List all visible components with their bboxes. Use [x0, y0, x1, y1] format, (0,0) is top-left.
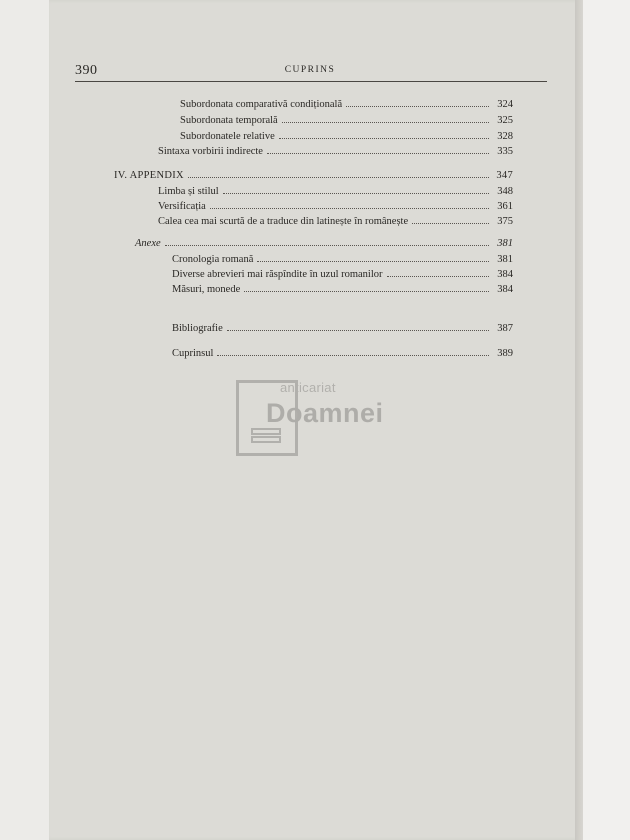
toc-entry-page: 381: [497, 238, 513, 249]
toc-entry-page: 389: [497, 348, 513, 359]
toc-entry-label: Cuprinsul: [172, 348, 214, 359]
toc-entry-page: 384: [497, 284, 513, 295]
leader-dots: [282, 113, 489, 123]
toc-entry-label: Subordonatele relative: [180, 131, 275, 142]
leader-dots: [257, 252, 489, 262]
toc-entry: [180, 129, 513, 144]
page-number: 390: [75, 63, 98, 78]
leader-dots: [227, 321, 489, 331]
book-icon: [250, 426, 282, 446]
toc-entry-label: Măsuri, monede: [172, 284, 241, 295]
toc-entry-page: 384: [497, 269, 513, 280]
toc-entry: [172, 346, 513, 361]
leader-dots: [346, 97, 489, 107]
toc-entry-page: 381: [497, 254, 513, 265]
toc-entry-label: Sintaxa vorbirii indirecte: [158, 146, 263, 157]
toc-entry: [172, 267, 513, 282]
leader-dots: [244, 282, 489, 292]
leader-dots: [387, 267, 489, 277]
running-title: CUPRINS: [284, 65, 336, 75]
watermark-line2: Doamnei: [266, 398, 384, 428]
watermark-logo: [236, 380, 406, 460]
toc-entry-page: 335: [497, 146, 513, 157]
toc-entry-label: Versificația: [158, 201, 206, 212]
leader-dots: [279, 129, 489, 139]
toc-entry: [172, 321, 513, 336]
toc-section-label: IV. APPENDIX: [114, 170, 184, 181]
toc-entry-label: Diverse abrevieri mai răspîndite în uzul romanilor: [172, 269, 383, 280]
toc-entry-label: Calea cea mai scurtă de a traduce din latinește în românește: [158, 216, 409, 227]
toc-entry: [158, 144, 513, 159]
leader-dots: [188, 168, 489, 178]
toc-section: [114, 168, 513, 183]
toc-entry-page: 324: [497, 99, 513, 110]
toc-subsection-label: Anexe: [135, 238, 161, 249]
toc-entry-label: Bibliografie: [172, 323, 223, 334]
toc-entry-label: Cronologia romană: [172, 254, 254, 265]
toc-entry-page: 361: [497, 201, 513, 212]
leader-dots: [210, 199, 489, 209]
toc-entry-page: 347: [496, 170, 513, 181]
leader-dots: [165, 236, 489, 246]
toc-entry-page: 328: [497, 131, 513, 142]
watermark-line1: anticariat: [280, 380, 336, 395]
toc-subsection: [135, 236, 513, 251]
toc-entry-page: 375: [497, 216, 513, 227]
toc-entry: [172, 282, 513, 297]
toc-entry-page: 387: [497, 323, 513, 334]
toc-entry-page: 325: [497, 115, 513, 126]
toc-entry: [180, 113, 513, 128]
toc-entry: [158, 199, 513, 214]
toc-entry-label: Subordonata temporală: [180, 115, 278, 126]
leader-dots: [412, 214, 489, 224]
leader-dots: [223, 184, 489, 194]
toc-entry: [180, 97, 513, 112]
toc-entry: [172, 252, 513, 267]
toc-entry-label: Subordonata comparativă condițională: [180, 99, 343, 110]
toc-entry-page: 348: [497, 186, 513, 197]
toc-entry-label: Limba și stilul: [158, 186, 219, 197]
leader-dots: [217, 346, 489, 356]
leader-dots: [267, 144, 489, 154]
toc-entry: [158, 214, 513, 229]
toc-entry: [158, 184, 513, 199]
